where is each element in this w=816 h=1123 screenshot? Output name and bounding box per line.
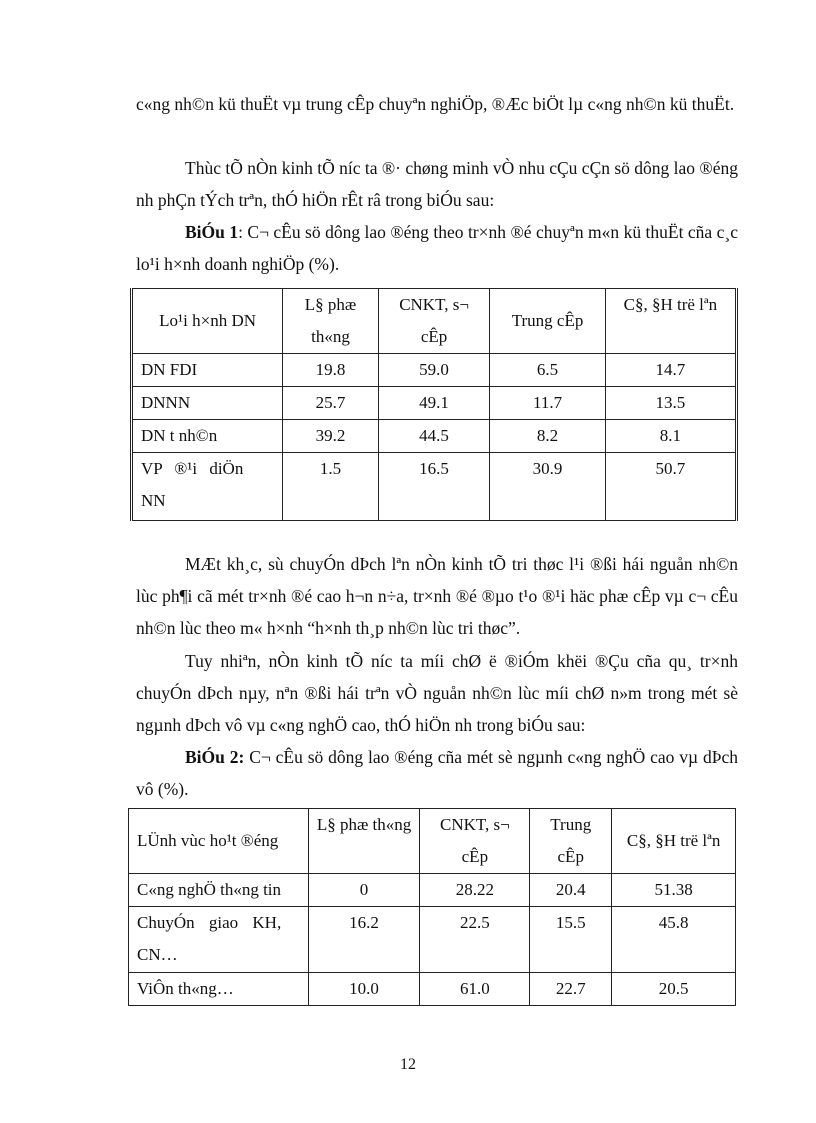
table2-cell: 16.2	[308, 907, 420, 973]
table1-header-cell: Lo¹i h×nh DN	[132, 289, 283, 354]
table2-cell: 20.4	[530, 874, 612, 907]
table-row	[132, 354, 737, 387]
table1-cell: 8.1	[605, 420, 736, 453]
table2-caption	[136, 741, 738, 805]
table-row	[129, 874, 736, 907]
table2-cell: 51.38	[612, 874, 736, 907]
table-row	[132, 387, 737, 420]
table2-cell: 22.5	[420, 907, 530, 973]
table2-header-cell: C§, §H trë lªn	[612, 809, 736, 874]
paragraph-evidence: Thùc tÕ nÒn kinh tÕ níc ta ®· chøng minh vÒ nhu cÇu cÇn sö dông lao ®éng nh phÇn tÝch trªn, thÓ hiÖn rÊt râ trong biÓu sau:	[136, 158, 738, 210]
table1-cell: 39.2	[283, 420, 379, 453]
table2-cell: 0	[308, 874, 420, 907]
table1-cell: DNNN	[132, 387, 283, 420]
table1-cell: DN FDI	[132, 354, 283, 387]
table2-cell: 61.0	[420, 973, 530, 1006]
table2-cell: ChuyÓn giao KH, CN…	[129, 907, 309, 973]
table2-cell: 22.7	[530, 973, 612, 1006]
paragraph-transition: Tuy nhiªn, nÒn kinh tÕ níc ta míi chØ ë ®iÓm khëi ®Çu cña qu¸ tr×nh chuyÓn dÞch nµy, nªn ®ßi hái trªn vÒ nguån nh©n lùc míi chØ n»m trong mét sè ngµnh dÞch vô vµ c«ng nghÖ cao, thÓ hiÖn nh trong biÓu sau:	[136, 651, 738, 735]
table1-cell: 19.8	[283, 354, 379, 387]
table2-cell: 20.5	[612, 973, 736, 1006]
table2-cell: 15.5	[530, 907, 612, 973]
table-row	[132, 420, 737, 453]
table-2	[128, 808, 736, 1006]
table1-cell: 8.2	[490, 420, 605, 453]
table1-caption-label: BiÓu 1	[185, 222, 239, 242]
table1-cell: 14.7	[605, 354, 736, 387]
table1-header-row	[132, 289, 737, 354]
table2-header-row	[129, 809, 736, 874]
table2-cell: 45.8	[612, 907, 736, 973]
table1-cell: 44.5	[378, 420, 490, 453]
table1-caption	[136, 216, 738, 280]
table2-caption-label: BiÓu 2:	[185, 747, 245, 767]
table1-cell: 1.5	[283, 453, 379, 521]
table2-cell: 28.22	[420, 874, 530, 907]
table1-header-cell: Trung cÊp	[490, 289, 605, 354]
table1-cell: 11.7	[490, 387, 605, 420]
table1-cell: VP ®¹i diÖn NN	[132, 453, 283, 521]
table1-header-cell: C§, §H trë lªn	[605, 289, 736, 354]
table1-cell: 59.0	[378, 354, 490, 387]
table-row	[129, 907, 736, 973]
paragraph-knowledge-economy: MÆt kh¸c, sù chuyÓn dÞch lªn nÒn kinh tÕ tri thøc l¹i ®ßi hái nguån nh©n lùc ph¶i cã mét tr×nh ®é cao h¬n n÷a, tr×nh ®é ®µo t¹o ®¹i häc phæ cÊp vµ c¬ cÊu nh©n lùc theo m« h×nh “h×nh th¸p nh©n lùc tri thøc”.	[136, 554, 738, 638]
table1-cell: 30.9	[490, 453, 605, 521]
table2-header-cell: L§ phæ th«ng	[308, 809, 420, 874]
page-number: 12	[400, 1056, 416, 1073]
table1-header-cell: CNKT, s¬ cÊp	[378, 289, 490, 354]
table2-cell: 10.0	[308, 973, 420, 1006]
table1-cell: 13.5	[605, 387, 736, 420]
table1-header-cell: L§ phæ th«ng	[283, 289, 379, 354]
table1-cell: 25.7	[283, 387, 379, 420]
table1-caption-text: : C¬ cÊu sö dông lao ®éng theo tr×nh ®é chuyªn m«n kü thuËt cña c¸c lo¹i h×nh doanh nghiÖp (%).	[136, 222, 738, 274]
table-row	[129, 973, 736, 1006]
table-row	[132, 453, 737, 521]
table1-cell: 6.5	[490, 354, 605, 387]
paragraph-intro: c«ng nh©n kü thuËt vµ trung cÊp chuyªn nghiÖp, ®Æc biÖt lµ c«ng nh©n kü thuËt.	[136, 94, 735, 114]
table2-cell: ViÔn th«ng…	[129, 973, 309, 1006]
table2-header-cell: CNKT, s¬ cÊp	[420, 809, 530, 874]
table2-cell: C«ng nghÖ th«ng tin	[129, 874, 309, 907]
table1-cell: DN t nh©n	[132, 420, 283, 453]
table1-cell: 50.7	[605, 453, 736, 521]
table1-cell: 49.1	[378, 387, 490, 420]
table2-caption-text: C¬ cÊu sö dông lao ®éng cña mét sè ngµnh c«ng nghÖ cao vµ dÞch vô (%).	[136, 747, 738, 799]
table2-header-cell: LÜnh vùc ho¹t ®éng	[129, 809, 309, 874]
table1-cell: 16.5	[378, 453, 490, 521]
table-1	[130, 288, 738, 521]
table2-header-cell: Trung cÊp	[530, 809, 612, 874]
